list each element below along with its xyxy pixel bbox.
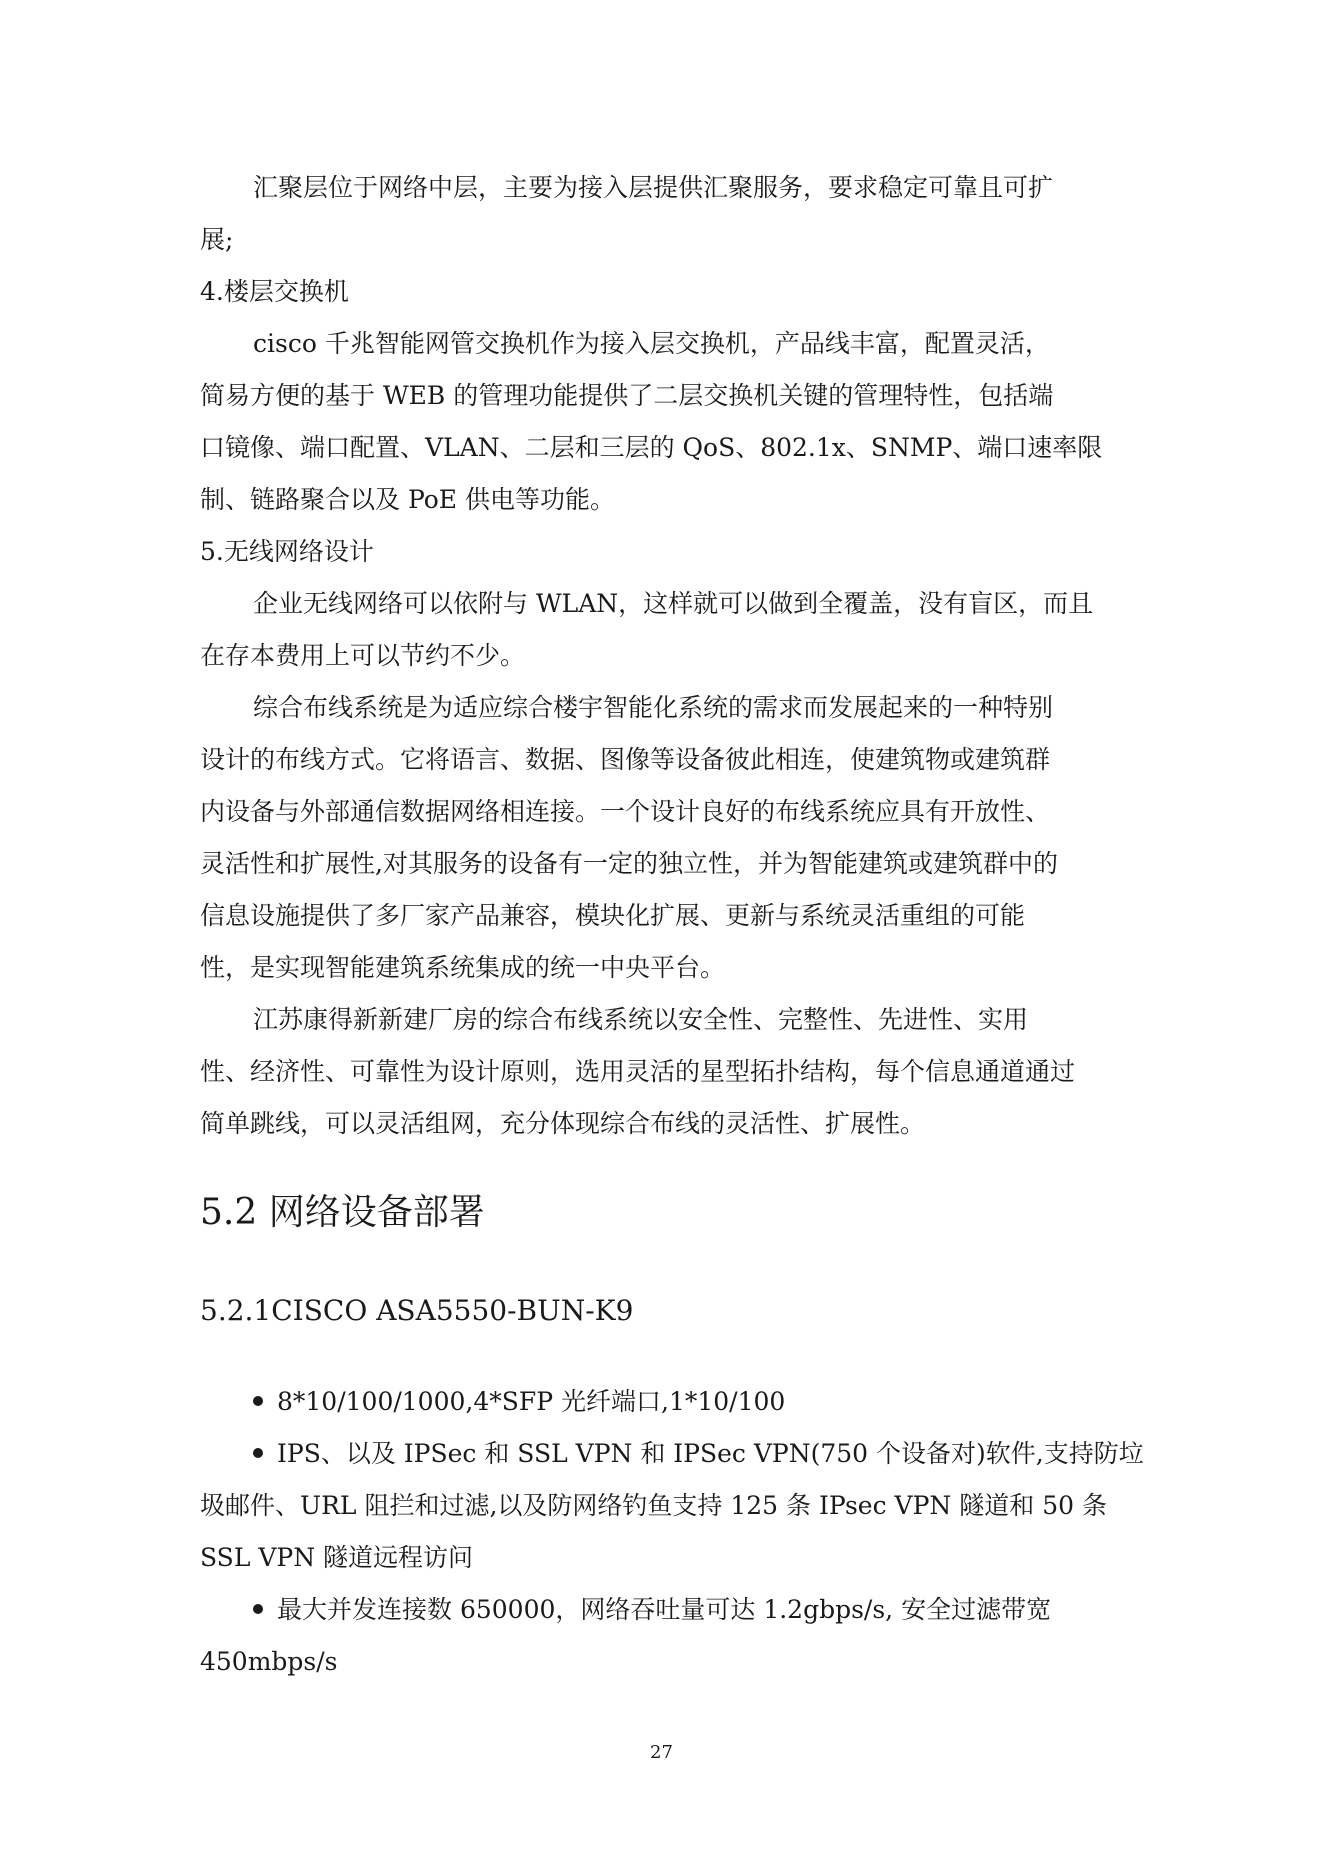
- subsection-heading: 5.2.1CISCO ASA5550-BUN-K9: [200, 1294, 634, 1327]
- item-4-title: 4.楼层交换机: [200, 277, 349, 306]
- paragraph-cabling-line-5: 信息设施提供了多厂家产品兼容，模块化扩展、更新与系统灵活重组的可能: [200, 901, 1026, 930]
- bullet-continuation-vpn-line-2: 圾邮件、URL 阻拦和过滤,以及防网络钓鱼支持 125 条 IPsec VPN 隧道和 50 条: [200, 1491, 1107, 1520]
- paragraph-floor-switch-line-4: 制、链路聚合以及 PoE 供电等功能。: [200, 485, 616, 514]
- paragraph-wireless-line-2: 在存本费用上可以节约不少。: [200, 641, 526, 670]
- bullet-continuation-vpn-line-3: SSL VPN 隧道远程访问: [200, 1543, 474, 1572]
- paragraph-aggregation-line-2: 展;: [200, 225, 234, 254]
- paragraph-cabling-line-6: 性，是实现智能建筑系统集成的统一中央平台。: [200, 953, 726, 982]
- bullet-text: 最大并发连接数 650000，网络吞吐量可达 1.2gbps/s, 安全过滤带宽: [277, 1595, 1052, 1624]
- paragraph-floor-switch-line-1: cisco 千兆智能网管交换机作为接入层交换机，产品线丰富，配置灵活，: [253, 329, 1050, 358]
- paragraph-wireless-line-1: 企业无线网络可以依附与 WLAN，这样就可以做到全覆盖，没有盲区，而且: [253, 589, 1094, 618]
- bullet-dot-icon: [253, 1396, 263, 1406]
- bullet-dot-icon: [253, 1604, 263, 1614]
- bullet-text: IPS、以及 IPSec 和 SSL VPN 和 IPSec VPN(750 个设备对)软件,支持防垃: [277, 1439, 1144, 1468]
- bullet-item-ports: [253, 1385, 785, 1419]
- paragraph-cabling-line-4: 灵活性和扩展性,对其服务的设备有一定的独立性，并为智能建筑或建筑群中的: [200, 849, 1058, 878]
- bullet-text: 8*10/100/1000,4*SFP 光纤端口,1*10/100: [277, 1387, 786, 1416]
- paragraph-project-line-1: 江苏康得新新建厂房的综合布线系统以安全性、完整性、先进性、实用: [253, 1005, 1029, 1034]
- page-number: 27: [650, 1742, 673, 1763]
- paragraph-cabling-line-3: 内设备与外部通信数据网络相连接。一个设计良好的布线系统应具有开放性、: [200, 797, 1051, 826]
- bullet-continuation-throughput-line-2: 450mbps/s: [200, 1647, 338, 1676]
- bullet-dot-icon: [253, 1448, 263, 1458]
- paragraph-floor-switch-line-3: 口镜像、端口配置、VLAN、二层和三层的 QoS、802.1x、SNMP、端口速率限: [200, 433, 1103, 462]
- paragraph-aggregation-line-1: 汇聚层位于网络中层，主要为接入层提供汇聚服务，要求稳定可靠且可扩: [253, 173, 1054, 202]
- paragraph-project-line-3: 简单跳线，可以灵活组网，充分体现综合布线的灵活性、扩展性。: [200, 1109, 926, 1138]
- bullet-item-throughput: [253, 1593, 1051, 1627]
- item-5-title: 5.无线网络设计: [200, 537, 374, 566]
- bullet-item-vpn: [253, 1437, 1144, 1471]
- paragraph-cabling-line-1: 综合布线系统是为适应综合楼宇智能化系统的需求而发展起来的一种特别: [253, 693, 1054, 722]
- section-heading: 5.2 网络设备部署: [200, 1192, 485, 1233]
- paragraph-cabling-line-2: 设计的布线方式。它将语言、数据、图像等设备彼此相连，使建筑物或建筑群: [200, 745, 1051, 774]
- paragraph-floor-switch-line-2: 简易方便的基于 WEB 的管理功能提供了二层交换机关键的管理特性，包括端: [200, 381, 1054, 410]
- paragraph-project-line-2: 性、经济性、可靠性为设计原则，选用灵活的星型拓扑结构，每个信息通道通过: [200, 1057, 1076, 1086]
